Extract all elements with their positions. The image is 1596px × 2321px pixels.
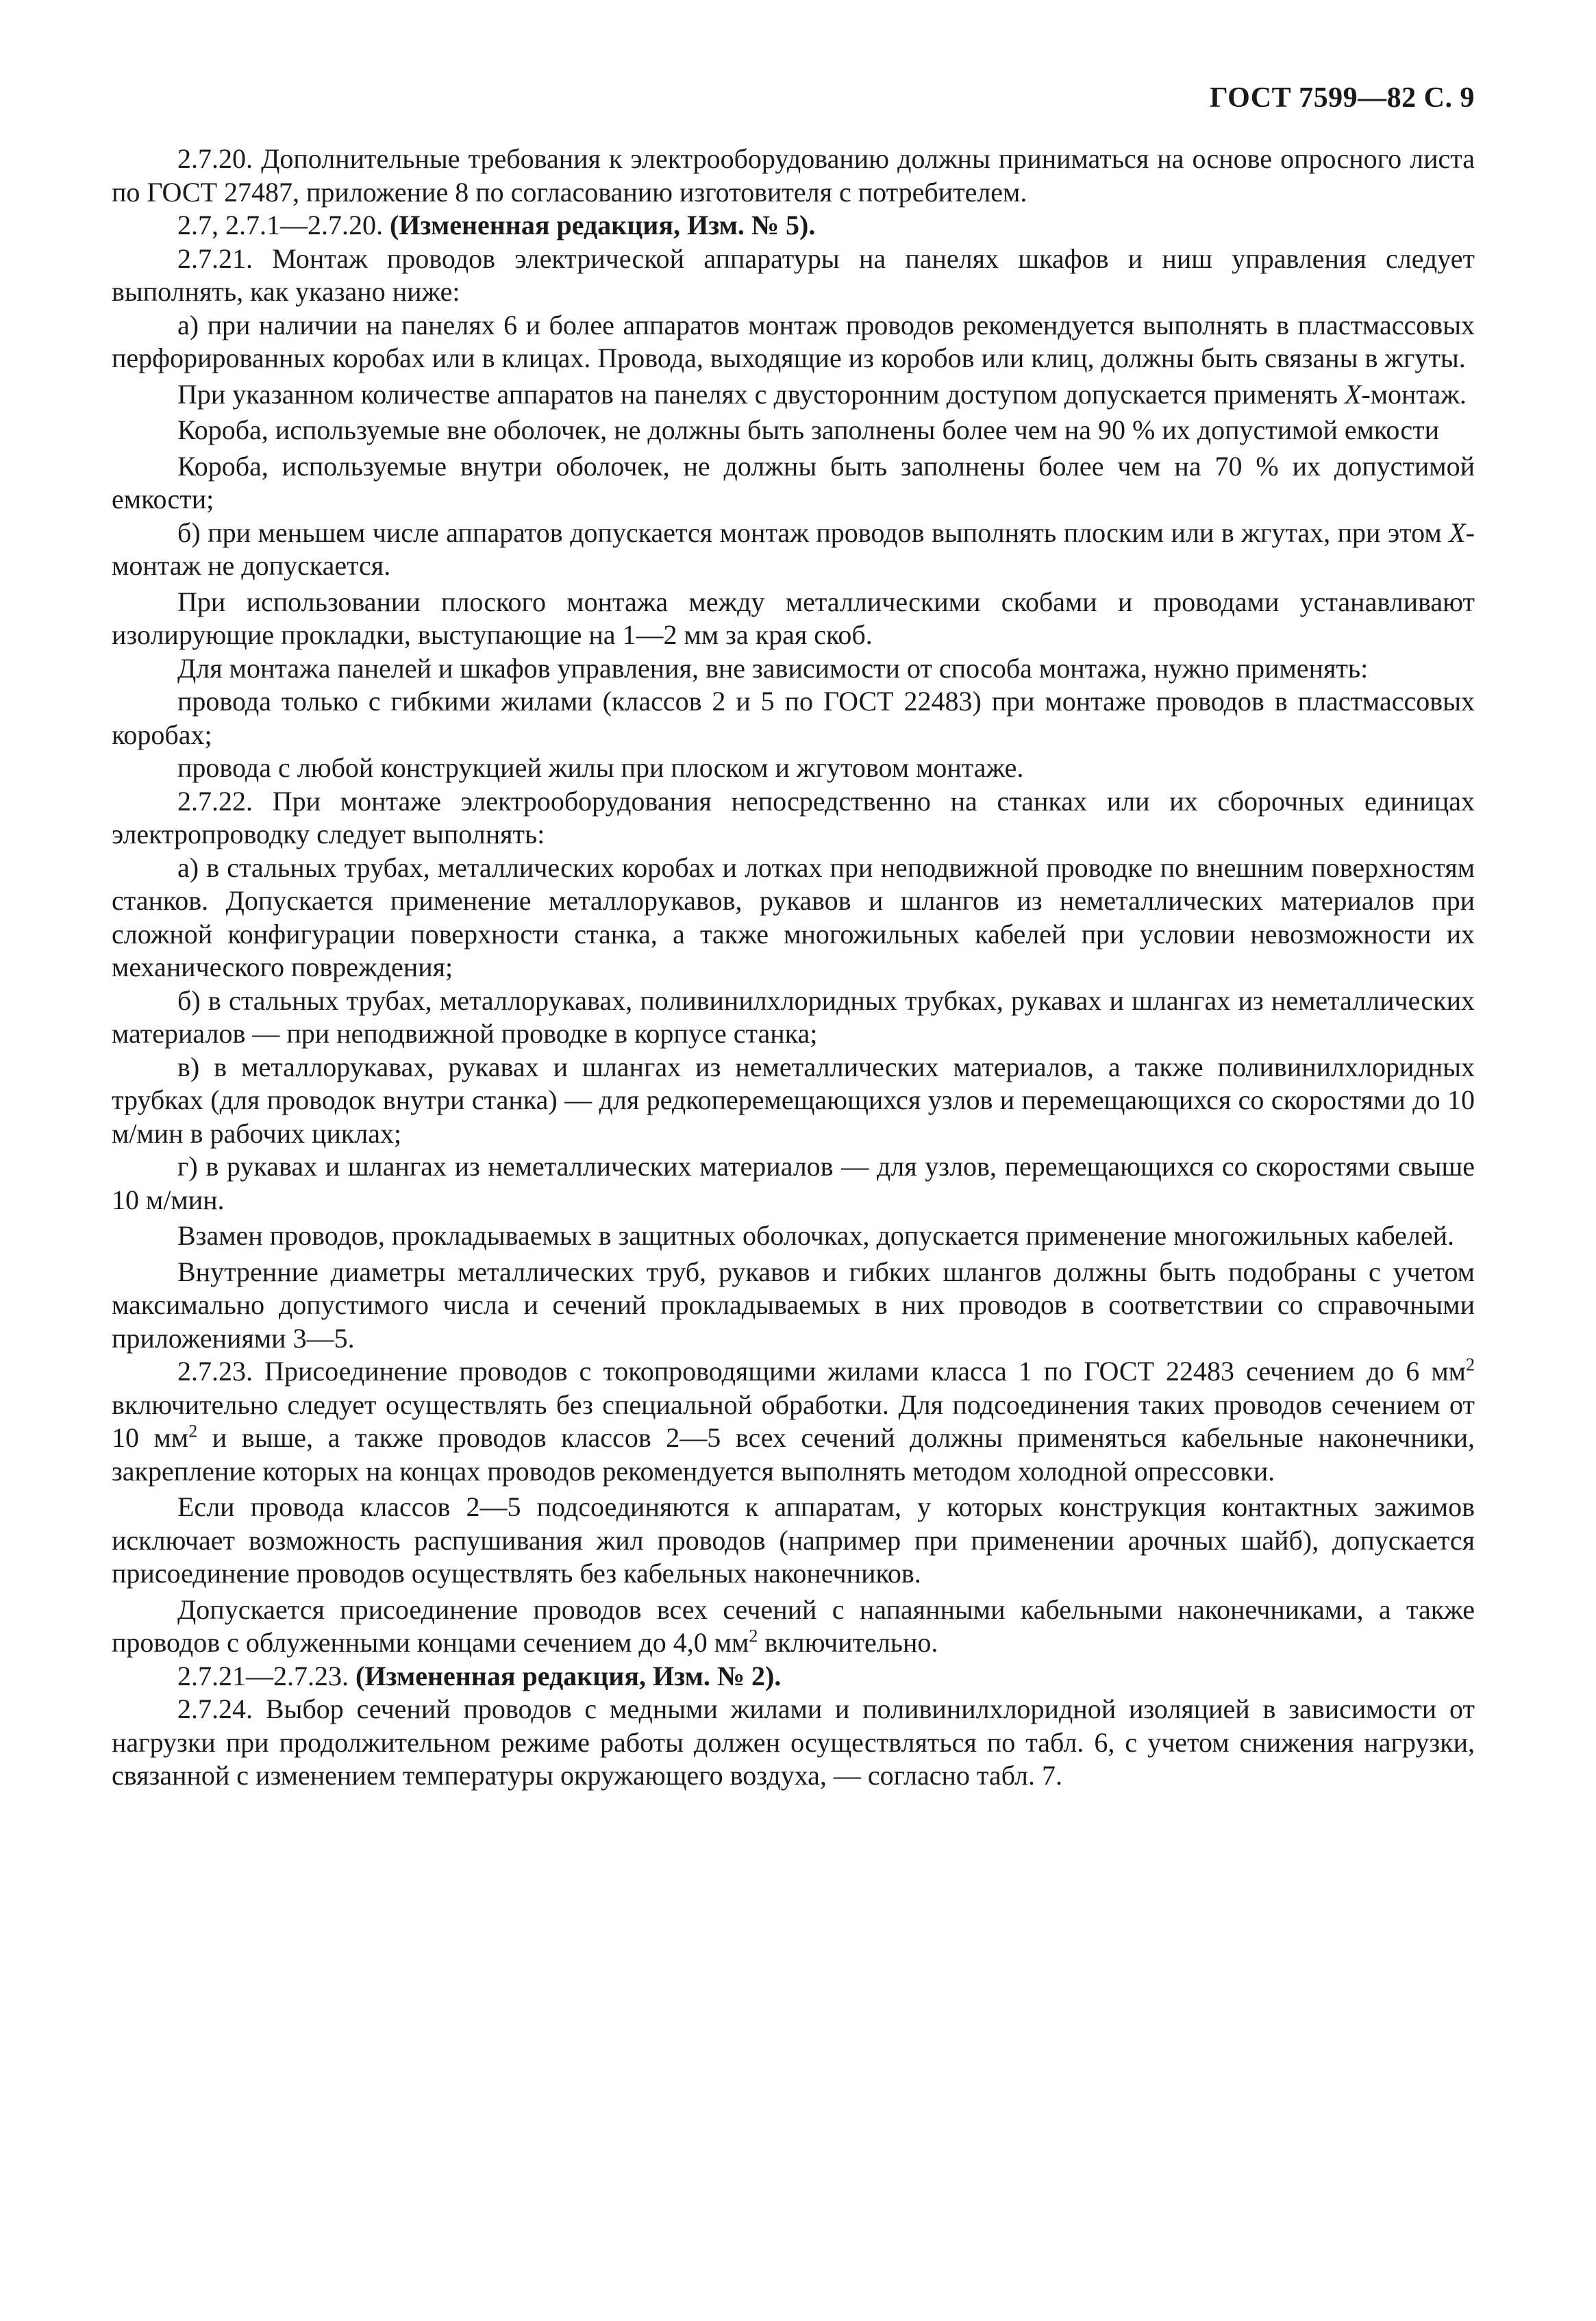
item-a-steel-tubes: а) в стальных трубах, металлических коробах и лотках при неподвижной проводке по внешним поверхностям станков. Допускается применение металлорукавов, рукавов и шлангов из неметаллических материалов при сложной конфигурации поверхности станка, а также многожильных кабелей при условии невозможности их механического повреждения; [112, 852, 1475, 982]
italic-x: X [1344, 378, 1362, 410]
superscript: 2 [188, 1421, 198, 1441]
text-span: и выше, а также проводов классов 2—5 всех сечений должны применяться кабельные наконечники, закрепление которых на концах проводов рекомендуется выполнять методом холодной опрессовки. [112, 1422, 1475, 1487]
superscript: 2 [749, 1626, 758, 1646]
amendment-note-5 [112, 209, 1475, 243]
text-span: включительно. [758, 1627, 938, 1658]
text-span: Допускается присоединение проводов всех сечений с напаянными кабельными наконечниками, а также проводов с облуженными концами сечением до 4,0 мм [112, 1593, 1475, 1658]
text-span: б) при меньшем числе аппаратов допускается монтаж проводов выполнять плоским или в жгутах, при этом [177, 517, 1449, 548]
document-page [112, 81, 1475, 1793]
text-span: -монтаж не допускается. [112, 517, 1475, 581]
paragraph-x-mount-allowed [112, 378, 1475, 412]
text-span: 2.7.23. Присоединение проводов с токопроводящими жилами класса 1 по ГОСТ 22483 сечением до 6 мм [177, 1356, 1466, 1387]
amendment-clauses: 2.7, 2.7.1—2.7.20. [177, 210, 390, 240]
item-a-panels: а) при наличии на панелях 6 и более аппаратов монтаж проводов рекомендуется выполнять в пластмассовых перфорированных коробах или в клицах. Провода, выходящие из коробов или клиц, должны быть связаны в жгуты. [112, 309, 1475, 373]
item-g-hoses: г) в рукавах и шлангах из неметаллических материалов — для узлов, перемещающихся со скоростями свыше 10 м/мин. [112, 1151, 1475, 1215]
paragraph-boxes-inside: Короба, используемые внутри оболочек, не должны быть заполнены более чем на 70 % их допустимой емкости; [112, 450, 1475, 514]
amendment-note-2 [112, 1660, 1475, 1693]
paragraph-soldered-lugs [112, 1593, 1475, 1660]
paragraph-classes-2-5: Если провода классов 2—5 подсоединяются к аппаратам, у которых конструкция контактных зажимов исключает возможность распушивания жил проводов (например при применении арочных шайб), допускается присоединение проводов осуществлять без кабельных наконечников. [112, 1491, 1475, 1589]
amendment-clauses: 2.7.21—2.7.23. [177, 1660, 356, 1691]
text-span: -монтаж. [1361, 378, 1467, 410]
paragraph-2-7-21: 2.7.21. Монтаж проводов электрической аппаратуры на панелях шкафов и ниш управления следует выполнять, как указано ниже: [112, 243, 1475, 307]
amendment-label: (Измененная редакция, Изм. № 5). [390, 210, 816, 240]
text-span: При указанном количестве аппаратов на панелях с двусторонним доступом допускается применять [177, 378, 1345, 410]
paragraph-2-7-24: 2.7.24. Выбор сечений проводов с медными жилами и поливинилхлоридной изоляцией в зависимости от нагрузки при продолжительном режиме работы должен осуществляться по табл. 6, с учетом снижения нагрузки, связанной с изменением температуры окружающего воздуха, — согласно табл. 7. [112, 1693, 1475, 1791]
paragraph-2-7-23 [112, 1355, 1475, 1488]
paragraph-flat-mount: При использовании плоского монтажа между металлическими скобами и проводами устанавливают изолирующие прокладки, выступающие на 1—2 мм за края скоб. [112, 586, 1475, 650]
paragraph-flexible-wires: провода только с гибкими жилами (классов 2 и 5 по ГОСТ 22483) при монтаже проводов в пластмассовых коробах; [112, 686, 1475, 750]
paragraph-2-7-22: 2.7.22. При монтаже электрооборудования непосредственно на станках или их сборочных единицах электропроводку следует выполнять: [112, 785, 1475, 849]
item-b-fewer-devices [112, 517, 1475, 583]
paragraph-inner-diameters: Внутренние диаметры металлических труб, рукавов и гибких шлангов должны быть подобраны с учетом максимально допустимого числа и сечений прокладываемых в них проводов в соответствии со справочными приложениями 3—5. [112, 1256, 1475, 1354]
paragraph-2-7-20: 2.7.20. Дополнительные требования к электрооборудованию должны приниматься на основе опросного листа по ГОСТ 27487, приложение 8 по согласованию изготовителя с потребителем. [112, 143, 1475, 208]
paragraph-boxes-outside: Короба, используемые вне оболочек, не должны быть заполнены более чем на 90 % их допустимой емкости [177, 414, 1439, 445]
italic-x: X [1449, 517, 1466, 548]
paragraph-multicore-cables: Взамен проводов, прокладываемых в защитных оболочках, допускается применение многожильных кабелей. [177, 1220, 1455, 1251]
text-span: включительно следует осуществлять без специальной обработки. Для подсоединения таких проводов сечением от 10 мм [112, 1389, 1475, 1453]
page-header: ГОСТ 7599—82 С. 9 [1209, 82, 1475, 114]
item-b-steel-tubes: б) в стальных трубах, металлорукавах, поливинилхлоридных трубках, рукавах и шлангах из неметаллических материалов — при неподвижной проводке в корпусе станка; [112, 984, 1475, 1049]
superscript: 2 [1466, 1354, 1475, 1375]
paragraph-mount-panels: Для монтажа панелей и шкафов управления, вне зависимости от способа монтажа, нужно применять: [177, 652, 1369, 684]
amendment-label: (Измененная редакция, Изм. № 2). [356, 1660, 782, 1691]
paragraph-any-wires: провода с любой конструкцией жилы при плоском и жгутовом монтаже. [177, 752, 1024, 783]
item-v-metal-hoses: в) в металлорукавах, рукавах и шлангах из неметаллических материалов, а также поливинилхлоридных трубках (для проводок внутри станка) — для редкоперемещающихся узлов и перемещающихся со скоростями до 10 м/мин в рабочих циклах; [112, 1051, 1475, 1149]
